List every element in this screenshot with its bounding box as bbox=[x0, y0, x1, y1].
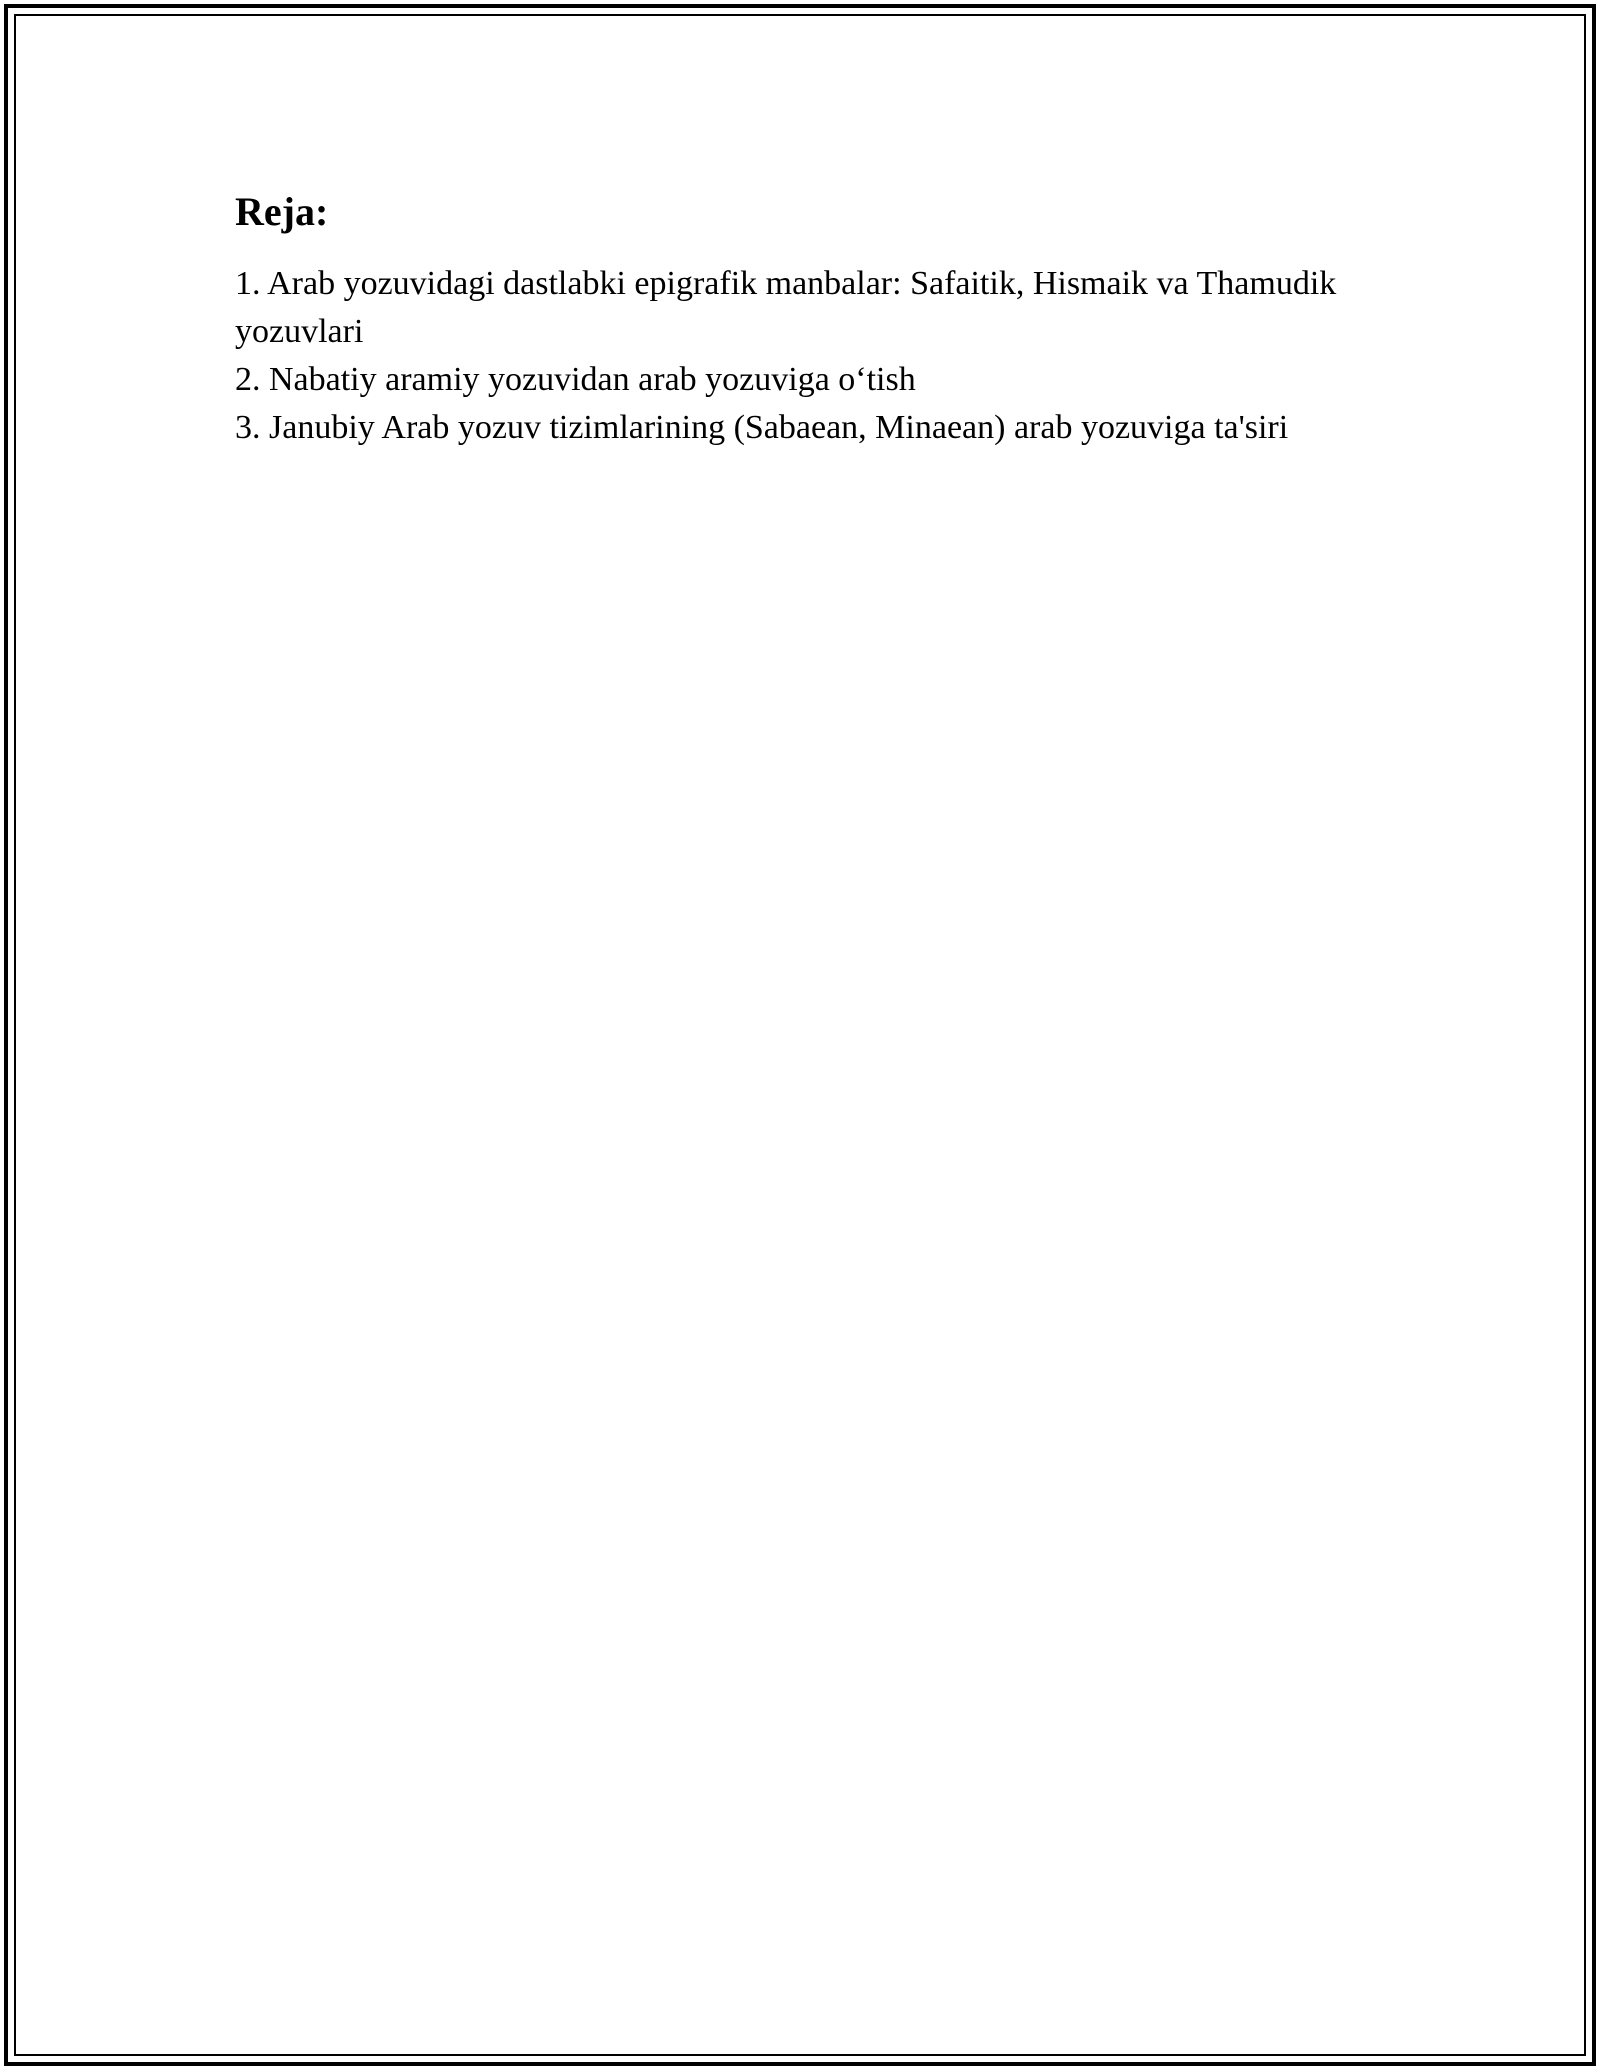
plan-item-1: 1. Arab yozuvidagi dastlabki epigrafik manbalar: Safaitik, Hismaik va Thamudik yozuvlari bbox=[235, 265, 1337, 350]
plan-item-3: 3. Janubiy Arab yozuv tizimlarining (Sabaean, Minaean) arab yozuviga ta'siri bbox=[235, 409, 1289, 446]
plan-list bbox=[235, 260, 1345, 452]
plan-item-2: 2. Nabatiy aramiy yozuvidan arab yozuviga o‘tish bbox=[235, 361, 916, 398]
plan-heading: Reja: bbox=[235, 189, 329, 234]
document-body bbox=[235, 186, 1345, 452]
